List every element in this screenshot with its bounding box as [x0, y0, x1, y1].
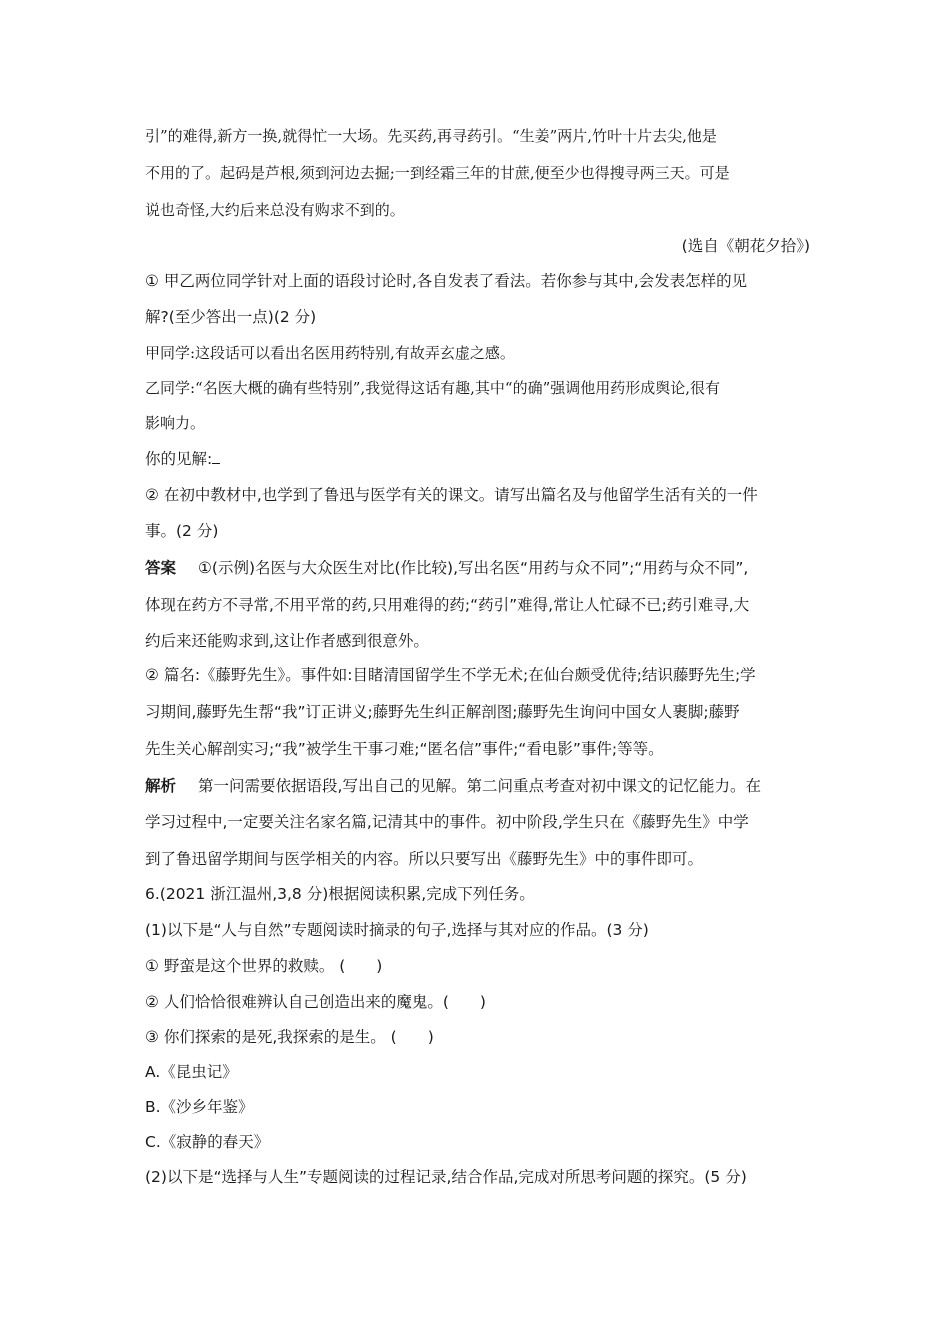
quote-item: ③ 你们探索的是死,我探索的是生。 ( )	[145, 1028, 434, 1046]
analysis-first-line	[145, 776, 810, 796]
quote-item: ② 人们恰恰很难辨认自己创造出来的魔鬼。( )	[145, 993, 486, 1011]
answer-line: ② 篇名:《藤野先生》。事件如:目睹清国留学生不学无术;在仙台颇受优待;结识藤野先生;学	[145, 666, 756, 684]
quote-item: ① 野蛮是这个世界的救赎。 ( )	[145, 957, 383, 975]
passage-line: 引”的难得,新方一换,就得忙一大场。先买药,再寻药引。“生姜”两片,竹叶十片去尖,他是	[145, 127, 717, 145]
analysis-line: 学习过程中,一定要关注名家名篇,记清其中的事件。初中阶段,学生只在《藤野先生》中学	[145, 813, 749, 831]
your-view-label: 你的见解:	[145, 450, 213, 468]
answer-first-line	[145, 558, 810, 578]
student-b-view: 影响力。	[145, 414, 206, 432]
option-c: C.《寂静的春天》	[145, 1133, 270, 1151]
passage-source: (选自《朝花夕拾》)	[681, 237, 810, 255]
answer-text: ①(示例)名医与大众医生对比(作比较),写出名医“用药与众不同”;“用药与众不同”,	[198, 559, 749, 577]
student-a-view: 甲同学:这段话可以看出名医用药特别,有故弄玄虚之感。	[145, 344, 515, 362]
question-1-text: 解?(至少答出一点)(2 分)	[145, 308, 317, 326]
student-b-view: 乙同学:“名医大概的确有些特别”,我觉得这话有趣,其中“的确”强调他用药形成舆论,很有	[145, 379, 721, 397]
passage-line: 不用的了。起码是芦根,须到河边去掘;一到经霜三年的甘蔗,便至少也得搜寻两三天。可是	[145, 164, 730, 182]
answer-line: 约后来还能购求到,这让作者感到很意外。	[145, 632, 429, 650]
answer-line: 习期间,藤野先生帮“我”订正讲义;藤野先生纠正解剖图;藤野先生询问中国女人裹脚;藤野	[145, 703, 740, 721]
question-2-text: ② 在初中教材中,也学到了鲁迅与医学有关的课文。请写出篇名及与他留学生活有关的一件	[145, 486, 758, 504]
analysis-text: 第一问需要依据语段,写出自己的见解。第二问重点考查对初中课文的记忆能力。在	[198, 777, 761, 795]
answer-label: 答案	[145, 559, 177, 577]
question-6-part-1: (1)以下是“人与自然”专题阅读时摘录的句子,选择与其对应的作品。(3 分)	[145, 921, 649, 939]
option-a: A.《昆虫记》	[145, 1063, 238, 1081]
answer-line: 体现在药方不寻常,不用平常的药,只用难得的药;“药引”难得,常让人忙碌不已;药引难寻,大	[145, 596, 750, 614]
analysis-label: 解析	[145, 777, 177, 795]
answer-line: 先生关心解剖实习;“我”被学生干事刁难;“匿名信”事件;“看电影”事件;等等。	[145, 740, 664, 758]
your-view-prompt	[145, 449, 810, 469]
question-2-text: 事。(2 分)	[145, 522, 219, 540]
question-6-part-2: (2)以下是“选择与人生”专题阅读的过程记录,结合作品,完成对所思考问题的探究。(5 分)	[145, 1168, 747, 1186]
question-1-text: ① 甲乙两位同学针对上面的语段讨论时,各自发表了看法。若你参与其中,会发表怎样的见	[145, 272, 748, 290]
answer-blank	[212, 449, 220, 464]
option-b: B.《沙乡年鉴》	[145, 1098, 254, 1116]
analysis-line: 到了鲁迅留学期间与医学相关的内容。所以只要写出《藤野先生》中的事件即可。	[145, 850, 704, 868]
passage-line: 说也奇怪,大约后来总没有购求不到的。	[145, 201, 405, 219]
question-6-title: 6.(2021 浙江温州,3,8 分)根据阅读积累,完成下列任务。	[145, 885, 535, 903]
